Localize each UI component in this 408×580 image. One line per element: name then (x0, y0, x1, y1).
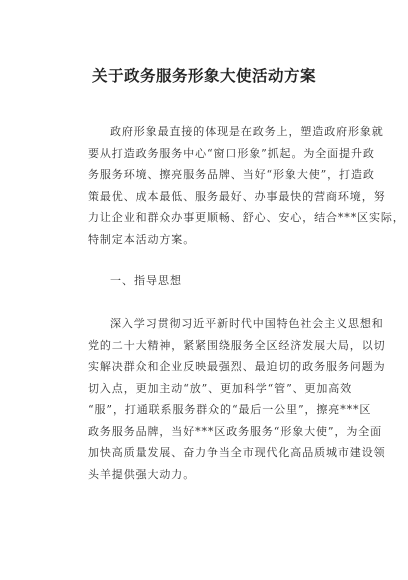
section-line: 切入点，更加主动“放”、更加科学“管”、更加高效 (88, 381, 353, 395)
intro-line: 务服务环境、擦亮服务品牌、当好“形象大使”，打造政 (88, 168, 375, 181)
intro-line: 力让企业和群众办事更顺畅、舒心、安心，结合***区实际， (88, 211, 405, 224)
section-line: 实解决群众和企业反映最强烈、最迫切的政务服务问题为 (88, 360, 386, 373)
section-line: 加快高质量发展、奋力争当全市现代化高品质城市建设领 (88, 446, 386, 459)
intro-line: 特制定本活动方案。 (88, 232, 196, 246)
intro-line: 要从打造政务服务中心“窗口形象”抓起。为全面提升政 (88, 146, 375, 160)
section-heading: 一、指导思想 (110, 274, 182, 287)
section-paragraph (88, 313, 386, 485)
section-line: 头羊提供强大动力。 (88, 467, 196, 481)
intro-line: 策最优、成本最低、服务最好、办事最快的营商环境，努 (88, 189, 386, 203)
intro-paragraph (88, 121, 405, 250)
section-line: 深入学习贯彻习近平新时代中国特色社会主义思想和 (110, 317, 384, 330)
document-title: 关于政务服务形象大使活动方案 (91, 67, 316, 85)
section-line: 党的二十大精神，紧紧围绕服务全区经济发展大局，以切 (88, 338, 386, 352)
section-line: 政务服务品牌，当好***区政务服务“形象大使”，为全面 (88, 424, 383, 438)
section-line: “服”，打通联系服务群众的“最后一公里”，擦亮***区 (88, 403, 372, 416)
intro-line: 政府形象最直接的体现是在政务上，塑造政府形象就 (110, 125, 384, 138)
